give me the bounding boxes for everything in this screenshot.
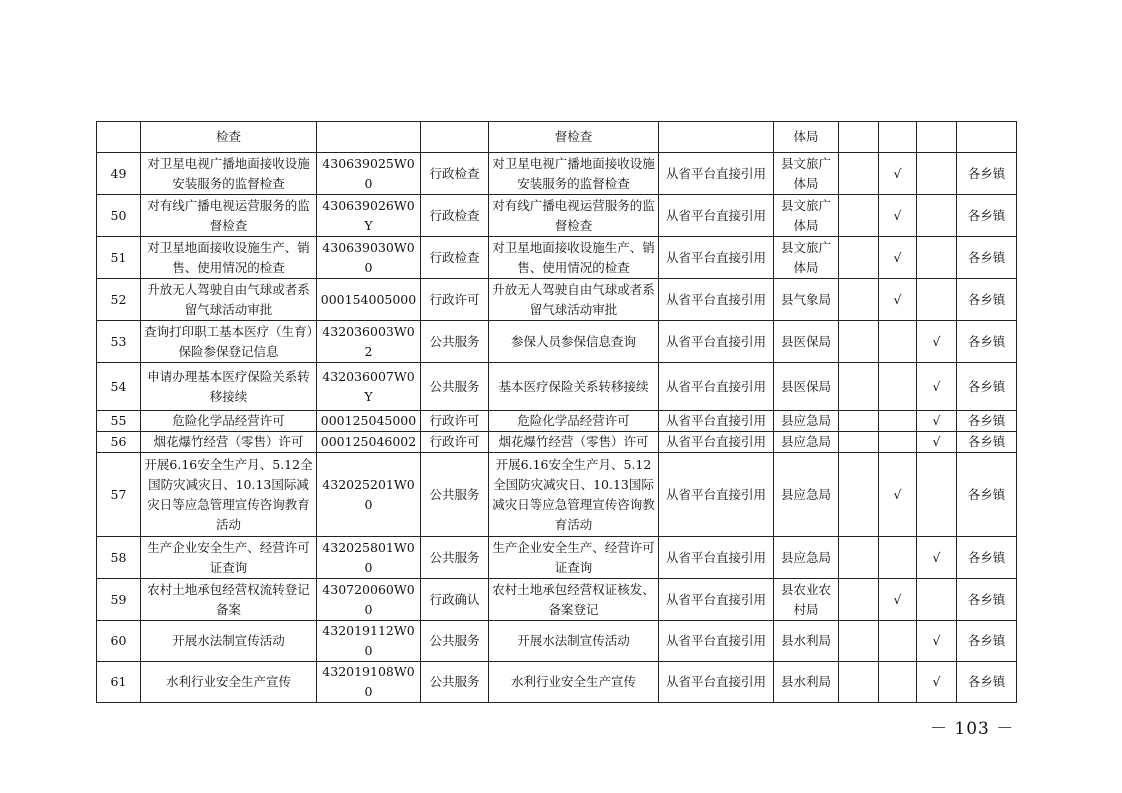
cell-item: 查询打印职工基本医疗（生育）保险参保登记信息	[141, 321, 317, 363]
cell-flag-c: √	[917, 432, 957, 453]
cell-scope: 各乡镇	[957, 662, 1017, 703]
cell-flag-c: √	[917, 363, 957, 411]
cell-item: 申请办理基本医疗保险关系转移接续	[141, 363, 317, 411]
cell-dept: 县水利局	[774, 621, 839, 662]
cell-scope	[957, 122, 1017, 153]
continuation-row	[97, 122, 1017, 153]
cell-method: 从省平台直接引用	[659, 537, 774, 579]
cell-flag-a	[839, 321, 879, 363]
cell-flag-a	[839, 432, 879, 453]
cell-type: 公共服务	[421, 453, 489, 537]
cell-scope: 各乡镇	[957, 153, 1017, 195]
cell-code: 432036003W02	[317, 321, 421, 363]
cell-method: 从省平台直接引用	[659, 195, 774, 237]
cell-scope: 各乡镇	[957, 363, 1017, 411]
cell-flag-a	[839, 621, 879, 662]
cell-flag-b: √	[879, 453, 917, 537]
cell-code: 430639030W00	[317, 237, 421, 279]
cell-standard-item: 危险化学品经营许可	[489, 411, 659, 432]
table-row	[97, 621, 1017, 662]
cell-flag-a	[839, 279, 879, 321]
cell-code: 000125046002	[317, 432, 421, 453]
cell-flag-c	[917, 279, 957, 321]
cell-standard-item: 开展6.16安全生产月、5.12全国防灾减灾日、10.13国际减灾日等应急管理宣传咨询教育活动	[489, 453, 659, 537]
cell-standard-item: 农村土地承包经营权证核发、备案登记	[489, 579, 659, 621]
table-row	[97, 537, 1017, 579]
cell-standard-item: 对卫星地面接收设施生产、销售、使用情况的检查	[489, 237, 659, 279]
cell-flag-c: √	[917, 537, 957, 579]
cell-item: 对有线广播电视运营服务的监督检查	[141, 195, 317, 237]
cell-type: 行政确认	[421, 579, 489, 621]
cell-flag-b: √	[879, 153, 917, 195]
cell-code: 430639025W00	[317, 153, 421, 195]
cell-item: 对卫星地面接收设施生产、销售、使用情况的检查	[141, 237, 317, 279]
cell-standard-item: 对卫星电视广播地面接收设施安装服务的监督检查	[489, 153, 659, 195]
cell-scope: 各乡镇	[957, 279, 1017, 321]
cell-flag-c	[917, 579, 957, 621]
cell-scope: 各乡镇	[957, 621, 1017, 662]
table-row	[97, 453, 1017, 537]
cell-method: 从省平台直接引用	[659, 363, 774, 411]
cell-flag-c	[917, 153, 957, 195]
cell-flag-a	[839, 453, 879, 537]
cell-code: 432019112W00	[317, 621, 421, 662]
cell-flag-c: √	[917, 411, 957, 432]
cell-method: 从省平台直接引用	[659, 321, 774, 363]
cell-dept: 县文旅广体局	[774, 237, 839, 279]
cell-method: 从省平台直接引用	[659, 237, 774, 279]
cell-scope: 各乡镇	[957, 579, 1017, 621]
service-items-table	[96, 121, 1017, 703]
cell-code: 000125045000	[317, 411, 421, 432]
cell-flag-b	[879, 321, 917, 363]
cell-flag-c	[917, 195, 957, 237]
cell-method: 从省平台直接引用	[659, 453, 774, 537]
table-row	[97, 195, 1017, 237]
cell-flag-a	[839, 537, 879, 579]
table-row	[97, 321, 1017, 363]
cell-code: 432036007W0Y	[317, 363, 421, 411]
cell-method: 从省平台直接引用	[659, 432, 774, 453]
cell-flag-a	[839, 195, 879, 237]
cell-flag-b: √	[879, 579, 917, 621]
table-row	[97, 153, 1017, 195]
table-row	[97, 579, 1017, 621]
cell-flag-a	[839, 237, 879, 279]
cell-scope: 各乡镇	[957, 411, 1017, 432]
cell-flag-c	[917, 122, 957, 153]
cell-flag-b: √	[879, 237, 917, 279]
cell-no	[97, 122, 141, 153]
cell-no: 55	[97, 411, 141, 432]
cell-item: 升放无人驾驶自由气球或者系留气球活动审批	[141, 279, 317, 321]
cell-scope: 各乡镇	[957, 453, 1017, 537]
cell-standard-item: 水利行业安全生产宣传	[489, 662, 659, 703]
table-row	[97, 662, 1017, 703]
cell-standard-item: 升放无人驾驶自由气球或者系留气球活动审批	[489, 279, 659, 321]
cell-no: 49	[97, 153, 141, 195]
cell-standard-item: 生产企业安全生产、经营许可证查询	[489, 537, 659, 579]
cell-type: 行政许可	[421, 432, 489, 453]
cell-flag-c	[917, 237, 957, 279]
cell-item: 危险化学品经营许可	[141, 411, 317, 432]
cell-dept: 县应急局	[774, 453, 839, 537]
cell-flag-b	[879, 432, 917, 453]
cell-dept: 县水利局	[774, 662, 839, 703]
cell-method: 从省平台直接引用	[659, 279, 774, 321]
cell-scope: 各乡镇	[957, 537, 1017, 579]
cell-method: 从省平台直接引用	[659, 621, 774, 662]
cell-standard-item: 基本医疗保险关系转移接续	[489, 363, 659, 411]
cell-no: 52	[97, 279, 141, 321]
cell-flag-b	[879, 411, 917, 432]
cell-dept: 县文旅广体局	[774, 195, 839, 237]
cell-scope: 各乡镇	[957, 321, 1017, 363]
cell-item: 水利行业安全生产宣传	[141, 662, 317, 703]
cell-dept: 县农业农村局	[774, 579, 839, 621]
cell-code: 430639026W0Y	[317, 195, 421, 237]
cell-flag-a	[839, 579, 879, 621]
cell-flag-b	[879, 122, 917, 153]
cell-standard-item: 督检查	[489, 122, 659, 153]
cell-type: 公共服务	[421, 363, 489, 411]
cell-dept: 县气象局	[774, 279, 839, 321]
table-row	[97, 411, 1017, 432]
cell-no: 59	[97, 579, 141, 621]
cell-flag-b: √	[879, 279, 917, 321]
cell-item: 生产企业安全生产、经营许可证查询	[141, 537, 317, 579]
cell-scope: 各乡镇	[957, 432, 1017, 453]
cell-dept: 县应急局	[774, 411, 839, 432]
cell-dept: 县文旅广体局	[774, 153, 839, 195]
cell-type: 行政检查	[421, 153, 489, 195]
cell-code: 432025801W00	[317, 537, 421, 579]
cell-flag-a	[839, 411, 879, 432]
cell-method: 从省平台直接引用	[659, 411, 774, 432]
cell-type: 公共服务	[421, 537, 489, 579]
cell-no: 51	[97, 237, 141, 279]
cell-dept: 县医保局	[774, 363, 839, 411]
cell-no: 50	[97, 195, 141, 237]
cell-method: 从省平台直接引用	[659, 579, 774, 621]
cell-type: 行政检查	[421, 195, 489, 237]
cell-flag-c	[917, 453, 957, 537]
cell-item: 烟花爆竹经营（零售）许可	[141, 432, 317, 453]
cell-flag-b: √	[879, 195, 917, 237]
cell-flag-c: √	[917, 321, 957, 363]
table-row	[97, 237, 1017, 279]
cell-no: 61	[97, 662, 141, 703]
cell-dept: 县医保局	[774, 321, 839, 363]
cell-flag-a	[839, 662, 879, 703]
cell-scope: 各乡镇	[957, 195, 1017, 237]
cell-no: 53	[97, 321, 141, 363]
cell-code: 432025201W00	[317, 453, 421, 537]
cell-standard-item: 烟花爆竹经营（零售）许可	[489, 432, 659, 453]
cell-type: 行政检查	[421, 237, 489, 279]
cell-method: 从省平台直接引用	[659, 153, 774, 195]
cell-code: 430720060W00	[317, 579, 421, 621]
cell-type: 公共服务	[421, 662, 489, 703]
cell-type: 公共服务	[421, 621, 489, 662]
page-number: － 103 －	[930, 719, 1015, 739]
cell-dept: 县应急局	[774, 432, 839, 453]
cell-flag-b	[879, 537, 917, 579]
cell-item: 对卫星电视广播地面接收设施安装服务的监督检查	[141, 153, 317, 195]
cell-dept: 县应急局	[774, 537, 839, 579]
cell-type: 行政许可	[421, 411, 489, 432]
cell-flag-a	[839, 363, 879, 411]
cell-no: 60	[97, 621, 141, 662]
cell-type: 公共服务	[421, 321, 489, 363]
cell-method: 从省平台直接引用	[659, 662, 774, 703]
cell-code: 432019108W00	[317, 662, 421, 703]
cell-dept: 体局	[774, 122, 839, 153]
cell-no: 58	[97, 537, 141, 579]
cell-flag-a	[839, 122, 879, 153]
cell-flag-c: √	[917, 662, 957, 703]
cell-flag-b	[879, 662, 917, 703]
table-row	[97, 432, 1017, 453]
cell-code: 000154005000	[317, 279, 421, 321]
cell-flag-a	[839, 153, 879, 195]
cell-flag-b	[879, 621, 917, 662]
cell-item: 开展6.16安全生产月、5.12全国防灾减灾日、10.13国际减灾日等应急管理宣传咨询教育活动	[141, 453, 317, 537]
cell-standard-item: 参保人员参保信息查询	[489, 321, 659, 363]
cell-item: 检查	[141, 122, 317, 153]
cell-standard-item: 对有线广播电视运营服务的监督检查	[489, 195, 659, 237]
table-row	[97, 279, 1017, 321]
cell-flag-b	[879, 363, 917, 411]
cell-no: 57	[97, 453, 141, 537]
cell-no: 54	[97, 363, 141, 411]
cell-scope: 各乡镇	[957, 237, 1017, 279]
cell-code	[317, 122, 421, 153]
cell-item: 开展水法制宣传活动	[141, 621, 317, 662]
table-row	[97, 363, 1017, 411]
cell-standard-item: 开展水法制宣传活动	[489, 621, 659, 662]
cell-no: 56	[97, 432, 141, 453]
cell-item: 农村土地承包经营权流转登记备案	[141, 579, 317, 621]
cell-flag-c: √	[917, 621, 957, 662]
cell-type	[421, 122, 489, 153]
cell-method	[659, 122, 774, 153]
cell-type: 行政许可	[421, 279, 489, 321]
